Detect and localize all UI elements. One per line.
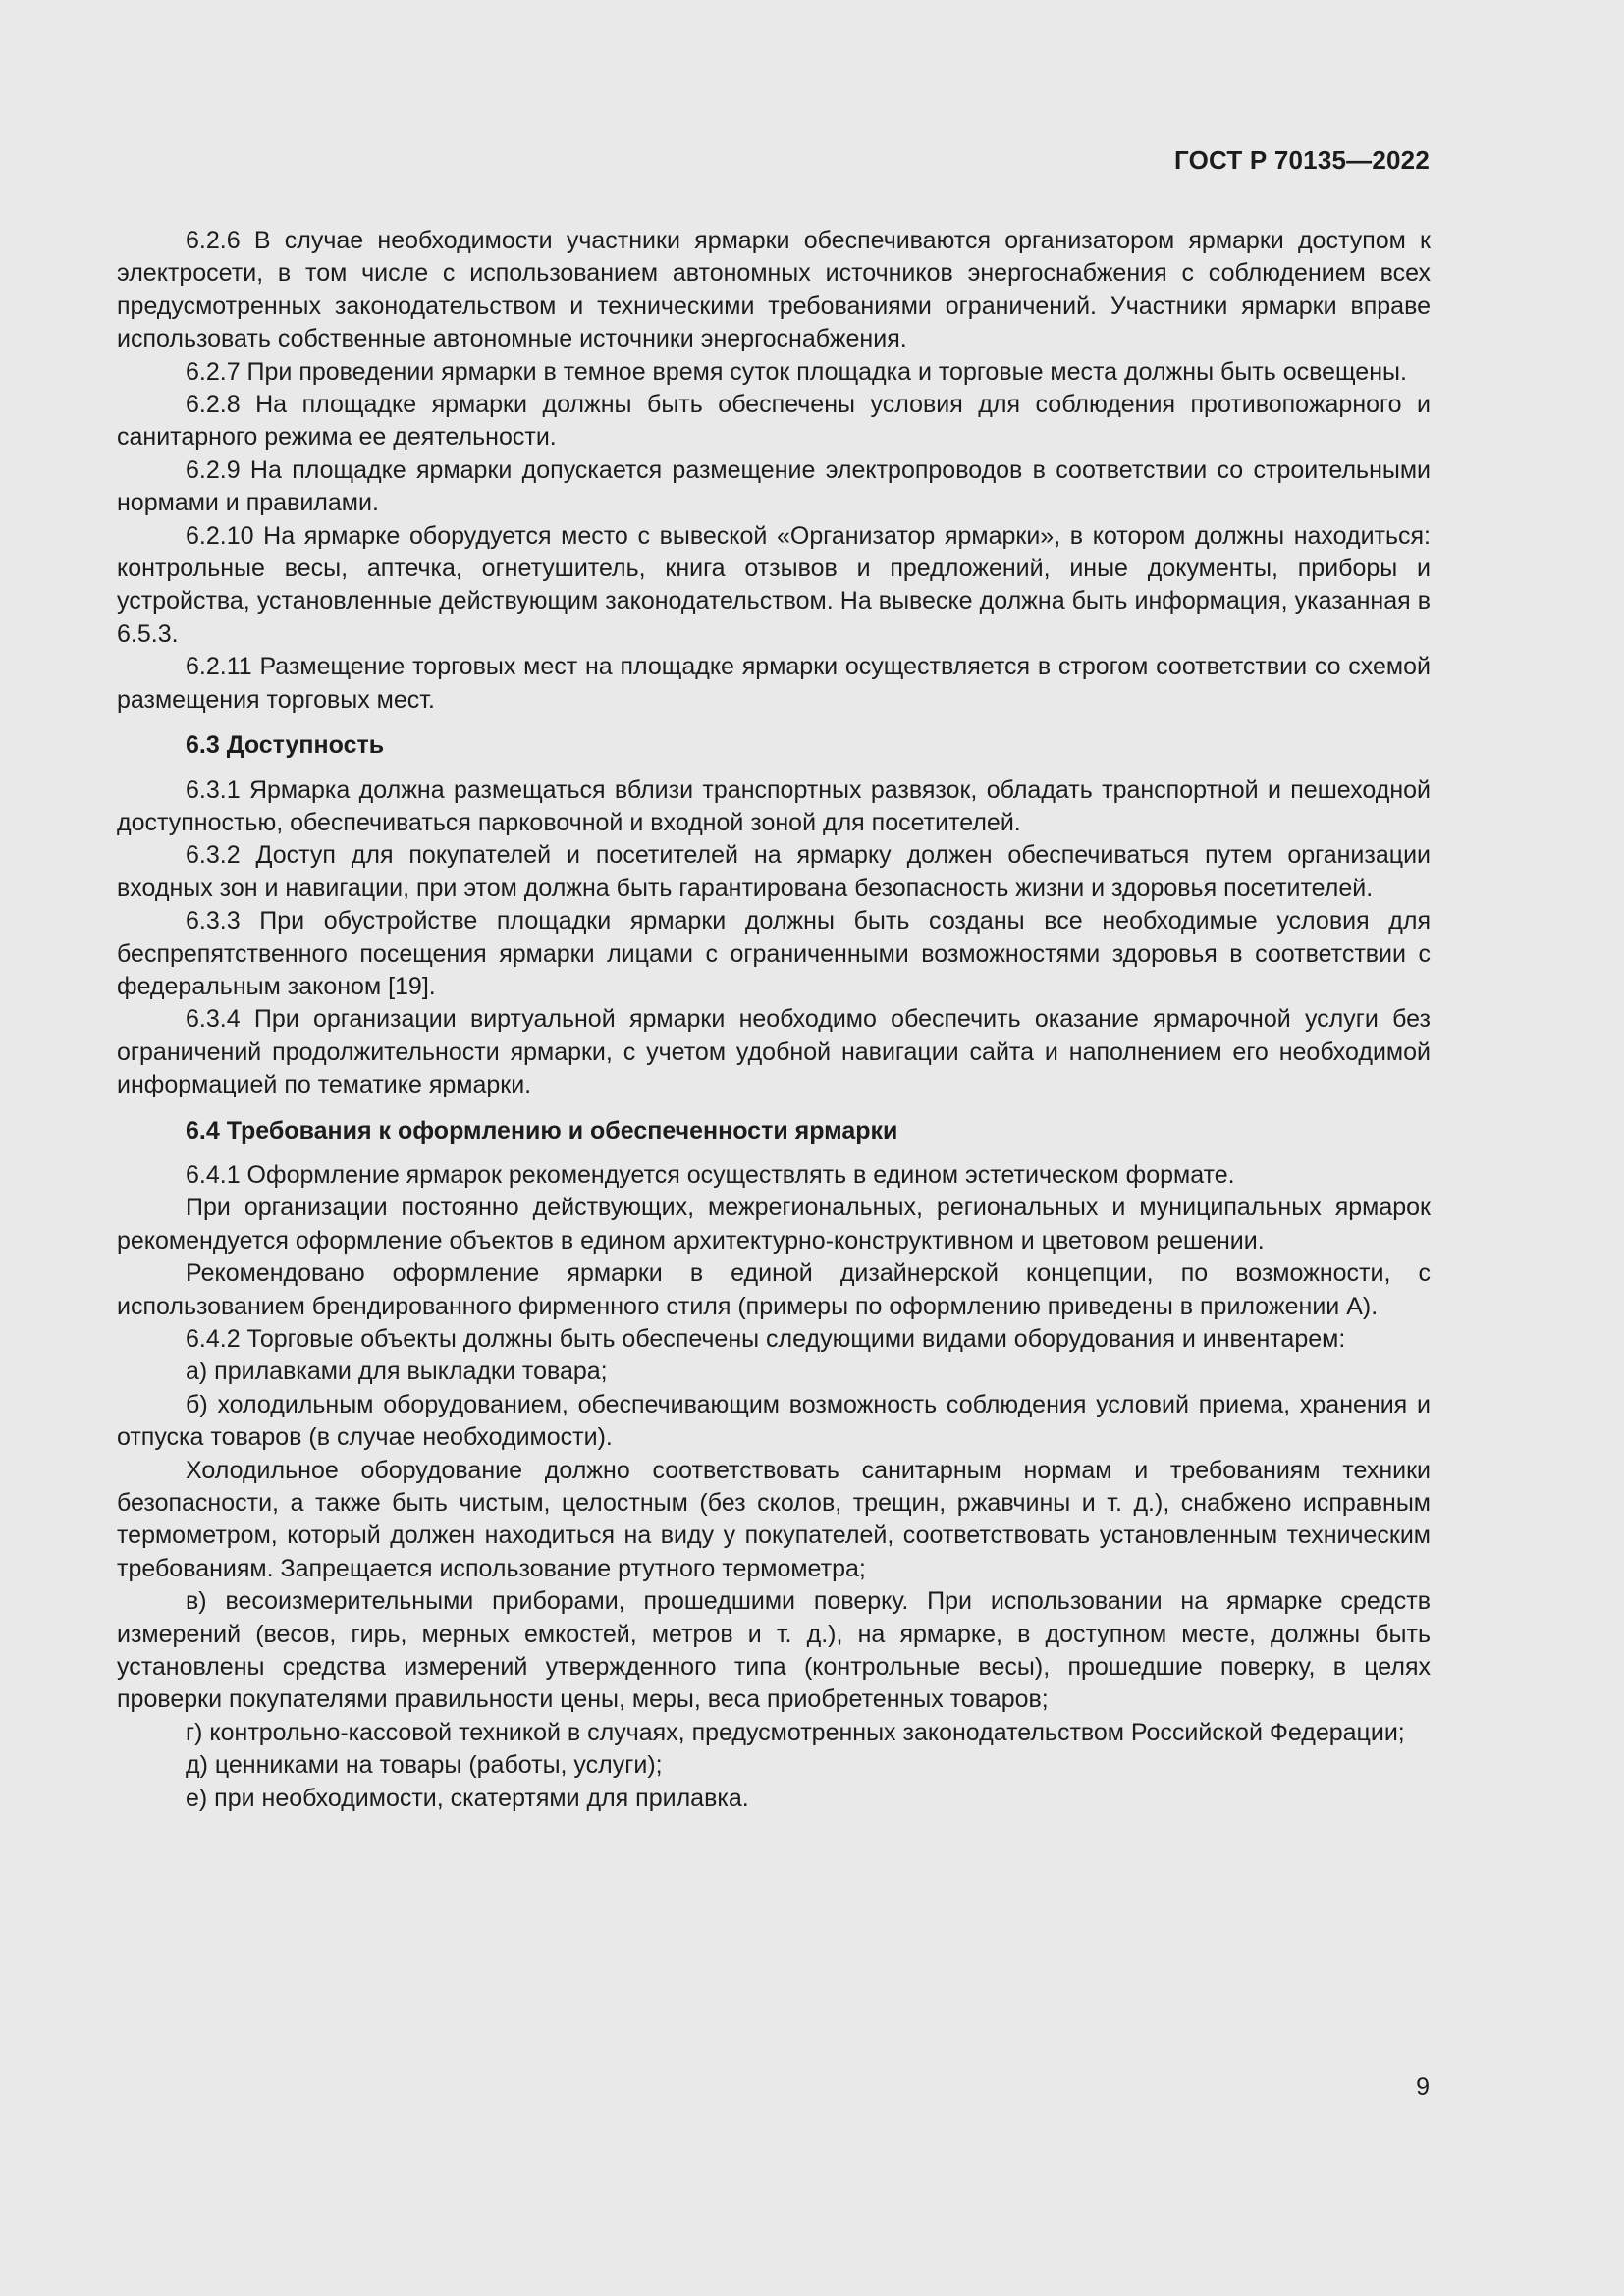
section-heading-6-4: 6.4 Требования к оформлению и обеспеченности ярмарки: [186, 1116, 898, 1145]
paragraph-6-2-9: 6.2.9 На площадке ярмарки допускается размещение электропроводов в соответствии со строительными нормами и правилами.: [117, 455, 1431, 517]
list-item-b: б) холодильным оборудованием, обеспечивающим возможность соблюдения условий приема, хранения и отпуска товаров (в случае необходимости).: [117, 1390, 1431, 1452]
document-body: [117, 225, 1431, 1815]
paragraph-6-2-11: 6.2.11 Размещение торговых мест на площадке ярмарки осуществляется в строгом соответствии со схемой размещения торговых мест.: [117, 653, 1431, 714]
paragraph-6-3-1: 6.3.1 Ярмарка должна размещаться вблизи транспортных развязок, обладать транспортной и пешеходной доступностью, обеспечиваться парковочной и входной зоной для посетителей.: [117, 775, 1431, 836]
page-number: 9: [1416, 2073, 1430, 2101]
list-item-a: а) прилавками для выкладки товара;: [186, 1358, 608, 1386]
paragraph-6-2-8: 6.2.8 На площадке ярмарки должны быть обеспечены условия для соблюдения противопожарного и санитарного режима ее деятельности.: [117, 391, 1431, 452]
paragraph-6-4-1: 6.4.1 Оформление ярмарок рекомендуется осуществлять в едином эстетическом формате.: [186, 1160, 1235, 1189]
paragraph-6-3-3: 6.3.3 При обустройстве площадки ярмарки должны быть созданы все необходимые условия для беспрепятственного посещения ярмарки лицами с ограниченными возможностями здоровья в соответствии с федеральным законом [19].: [117, 907, 1431, 1000]
list-item-g: г) контрольно-кассовой техникой в случаях, предусмотренных законодательством Российской Федерации;: [186, 1718, 1405, 1746]
paragraph: Холодильное оборудование должно соответствовать санитарным нормам и требованиям техники безопасности, а также быть чистым, целостным (без сколов, трещин, ржавчины и т. д.), снабжено исправным термометром, который должен находиться на виду у покупателей, соответствовать установленным техническим требованиям. Запрещается использование ртутного термометра;: [117, 1456, 1431, 1582]
paragraph-6-4-2: 6.4.2 Торговые объекты должны быть обеспечены следующими видами оборудования и инвентарем:: [186, 1325, 1346, 1353]
paragraph-6-2-7: 6.2.7 При проведении ярмарки в темное время суток площадка и торговые места должны быть освещены.: [186, 357, 1407, 386]
paragraph-6-3-4: 6.3.4 При организации виртуальной ярмарки необходимо обеспечить оказание ярмарочной услуги без ограничений продолжительности ярмарки, с учетом удобной навигации сайта и наполнением его необходимой информацией по тематике ярмарки.: [117, 1005, 1431, 1099]
paragraph: При организации постоянно действующих, межрегиональных, региональных и муниципальных ярмарок рекомендуется оформление объектов в едином архитектурно-конструктивном и цветовом решении.: [117, 1194, 1431, 1255]
list-item-d: д) ценниками на товары (работы, услуги);: [186, 1751, 663, 1780]
document-standard-id: ГОСТ Р 70135—2022: [1174, 145, 1430, 175]
paragraph-6-3-2: 6.3.2 Доступ для покупателей и посетителей на ярмарку должен обеспечиваться путем организации входных зон и навигации, при этом должна быть гарантирована безопасность жизни и здоровья посетителей.: [117, 841, 1431, 902]
paragraph-6-2-10: 6.2.10 На ярмарке оборудуется место с вывеской «Организатор ярмарки», в котором должны находиться: контрольные весы, аптечка, огнетушитель, книга отзывов и предложений, иные документы, приборы и устройства, установленные действующим законодательством. На вывеске должна быть информация, указанная в 6.5.3.: [117, 521, 1431, 648]
section-heading-6-3: 6.3 Доступность: [186, 731, 385, 760]
list-item-v: в) весоизмерительными приборами, прошедшими поверку. При использовании на ярмарке средств измерений (весов, гирь, мерных емкостей, метров и т. д.), на ярмарке, в доступном месте, должны быть установлены средства измерений утвержденного типа (контрольные весы), прошедшие поверку, в целях проверки покупателями правильности цены, меры, веса приобретенных товаров;: [117, 1587, 1431, 1714]
paragraph: Рекомендовано оформление ярмарки в единой дизайнерской концепции, по возможности, с использованием брендированного фирменного стиля (примеры по оформлению приведены в приложении А).: [117, 1259, 1431, 1320]
paragraph-6-2-6: 6.2.6 В случае необходимости участники ярмарки обеспечиваются организатором ярмарки доступом к электросети, в том числе с использованием автономных источников энергоснабжения с соблюдением всех предусмотренных законодательством и техническими требованиями ограничений. Участники ярмарки вправе использовать собственные автономные источники энергоснабжения.: [117, 227, 1431, 353]
list-item-e: е) при необходимости, скатертями для прилавка.: [186, 1784, 749, 1812]
